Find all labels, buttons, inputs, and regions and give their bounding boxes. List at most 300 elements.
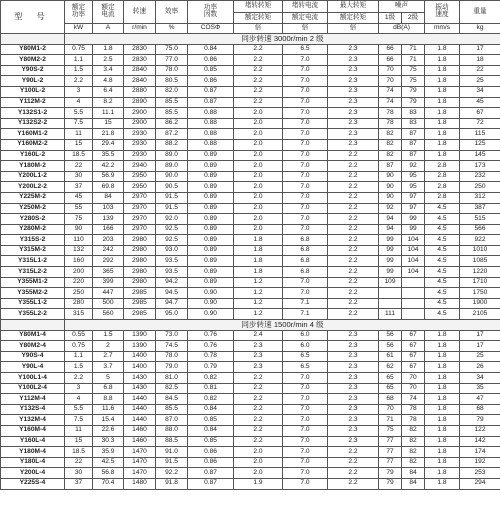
table-row [1, 118, 500, 129]
cell-weight: 68 [460, 404, 500, 415]
cell-weight: 1750 [460, 288, 500, 299]
cell-locked-current: 7.0 [283, 478, 328, 489]
cell-max-torque: 2.2 [328, 245, 379, 256]
cell-vibration: 4.5 [425, 214, 460, 225]
cell-current: 69.8 [93, 182, 124, 193]
cell-power-factor: 0.89 [188, 267, 234, 278]
cell-efficiency: 82.0 [156, 86, 188, 97]
cell-noise-1: 56 [379, 330, 402, 341]
cell-efficiency: 92.2 [156, 468, 188, 479]
cell-current: 3.7 [93, 362, 124, 373]
cell-max-torque: 2.2 [328, 182, 379, 193]
cell-noise-1: 70 [379, 76, 402, 87]
cell-noise-1: 66 [379, 55, 402, 66]
cell-locked-torque: 1.8 [234, 235, 283, 246]
cell-weight: 34 [460, 373, 500, 384]
cell-current: 6.4 [93, 86, 124, 97]
cell-noise-1: 61 [379, 351, 402, 362]
cell-weight: 47 [460, 394, 500, 405]
cell-power: 15 [65, 139, 93, 150]
cell-power-factor: 0.88 [188, 139, 234, 150]
cell-vibration: 4.5 [425, 277, 460, 288]
cell-noise-1 [379, 298, 402, 309]
cell-locked-current: 7.1 [283, 298, 328, 309]
cell-noise-1: 99 [379, 245, 402, 256]
table-row [1, 309, 500, 320]
cell-noise-1: 68 [379, 394, 402, 405]
cell-locked-current: 7.0 [283, 129, 328, 140]
cell-noise-1: 74 [379, 86, 402, 97]
cell-power: 250 [65, 288, 93, 299]
col-noise-header: 噪声 [379, 1, 425, 13]
cell-efficiency: 77.0 [156, 55, 188, 66]
cell-power: 2.2 [65, 373, 93, 384]
cell-model: Y100L-2 [1, 86, 65, 97]
cell-current: 4.8 [93, 76, 124, 87]
cell-speed: 2970 [124, 192, 156, 203]
cell-noise-1: 79 [379, 478, 402, 489]
cell-vibration: 1.8 [425, 55, 460, 66]
cell-noise-1: 78 [379, 118, 402, 129]
cell-model: Y160M1-2 [1, 129, 65, 140]
cell-noise-2: 82 [402, 457, 425, 468]
cell-speed: 1390 [124, 330, 156, 341]
cell-vibration: 1.8 [425, 447, 460, 458]
cell-power-factor: 0.79 [188, 362, 234, 373]
cell-locked-current: 7.0 [283, 373, 328, 384]
table-row [1, 235, 500, 246]
cell-noise-1: 109 [379, 277, 402, 288]
cell-vibration: 1.8 [425, 415, 460, 426]
cell-current: 560 [93, 309, 124, 320]
cell-locked-torque: 2.3 [234, 341, 283, 352]
cell-model: Y132S2-2 [1, 118, 65, 129]
cell-vibration: 1.8 [425, 76, 460, 87]
cell-locked-current: 7.0 [283, 415, 328, 426]
cell-model: Y160M2-2 [1, 139, 65, 150]
cell-noise-2 [402, 277, 425, 288]
cell-max-torque: 2.3 [328, 118, 379, 129]
table-row [1, 330, 500, 341]
table-row [1, 383, 500, 394]
cell-noise-2: 71 [402, 44, 425, 55]
cell-power-factor: 0.85 [188, 415, 234, 426]
col-rated-torque-sub-2: 额定转矩 [328, 13, 379, 24]
cell-locked-current: 7.0 [283, 86, 328, 97]
cell-model: Y132M-4 [1, 415, 65, 426]
cell-vibration: 1.8 [425, 373, 460, 384]
cell-noise-1: 90 [379, 192, 402, 203]
col-current-header: 额定 电流 [93, 1, 124, 24]
cell-vibration: 1.8 [425, 394, 460, 405]
cell-power-factor: 0.89 [188, 150, 234, 161]
cell-current: 447 [93, 288, 124, 299]
cell-vibration: 1.8 [425, 362, 460, 373]
cell-model: Y160L-2 [1, 150, 65, 161]
cell-speed: 1400 [124, 362, 156, 373]
cell-max-torque: 2.3 [328, 415, 379, 426]
cell-power-factor: 0.76 [188, 341, 234, 352]
cell-speed: 2880 [124, 86, 156, 97]
unit-times: 倍 [234, 24, 283, 34]
cell-power: 75 [65, 214, 93, 225]
cell-locked-torque: 2.2 [234, 415, 283, 426]
table-row [1, 224, 500, 235]
cell-power: 132 [65, 245, 93, 256]
cell-vibration: 1.8 [425, 150, 460, 161]
cell-efficiency: 90.0 [156, 171, 188, 182]
cell-power: 3 [65, 383, 93, 394]
table-row [1, 76, 500, 87]
cell-locked-current: 7.0 [283, 161, 328, 172]
cell-vibration: 4.5 [425, 298, 460, 309]
cell-power-factor: 0.89 [188, 235, 234, 246]
table-row [1, 150, 500, 161]
cell-power: 4 [65, 394, 93, 405]
cell-current: 2.5 [93, 55, 124, 66]
cell-weight: 17 [460, 330, 500, 341]
cell-speed: 1440 [124, 404, 156, 415]
cell-vibration: 1.8 [425, 44, 460, 55]
cell-max-torque: 2.2 [328, 171, 379, 182]
cell-vibration: 4.5 [425, 224, 460, 235]
cell-power-factor: 0.89 [188, 277, 234, 288]
cell-max-torque: 2.2 [328, 447, 379, 458]
cell-power-factor: 0.89 [188, 161, 234, 172]
cell-locked-current: 7.0 [283, 468, 328, 479]
col-model-header: 型 号 [1, 1, 65, 34]
cell-current: 22.6 [93, 425, 124, 436]
cell-model: Y80M2-2 [1, 55, 65, 66]
cell-noise-2: 84 [402, 478, 425, 489]
cell-locked-torque: 2.0 [234, 129, 283, 140]
cell-max-torque: 2.3 [328, 373, 379, 384]
cell-efficiency: 87.0 [156, 415, 188, 426]
cell-weight: 232 [460, 171, 500, 182]
cell-current: 70.4 [93, 478, 124, 489]
cell-speed: 2930 [124, 139, 156, 150]
cell-locked-current: 7.0 [283, 171, 328, 182]
cell-power: 4 [65, 97, 93, 108]
cell-max-torque: 2.3 [328, 383, 379, 394]
cell-noise-1: 65 [379, 373, 402, 384]
cell-vibration: 4.5 [425, 288, 460, 299]
cell-model: Y160M-4 [1, 425, 65, 436]
unit-rmin: r/min [124, 24, 156, 34]
cell-max-torque: 2.3 [328, 330, 379, 341]
cell-model: Y100L1-4 [1, 373, 65, 384]
cell-locked-current: 7.0 [283, 97, 328, 108]
cell-current: 500 [93, 298, 124, 309]
cell-locked-current: 7.0 [283, 182, 328, 193]
cell-max-torque: 2.3 [328, 139, 379, 150]
cell-locked-current: 7.0 [283, 118, 328, 129]
cell-power-factor: 0.87 [188, 97, 234, 108]
cell-locked-torque: 2.0 [234, 118, 283, 129]
cell-weight: 1085 [460, 256, 500, 267]
cell-model: Y225M-2 [1, 192, 65, 203]
cell-efficiency: 85.5 [156, 404, 188, 415]
cell-efficiency: 95.0 [156, 309, 188, 320]
cell-weight: 34 [460, 86, 500, 97]
cell-max-torque: 2.3 [328, 55, 379, 66]
cell-weight: 18 [460, 55, 500, 66]
cell-locked-current: 7.0 [283, 383, 328, 394]
cell-locked-torque: 2.2 [234, 86, 283, 97]
cell-vibration: 4.5 [425, 203, 460, 214]
cell-noise-1: 94 [379, 214, 402, 225]
cell-model: Y132S1-2 [1, 108, 65, 119]
cell-model: Y200L-4 [1, 468, 65, 479]
cell-efficiency: 89.0 [156, 150, 188, 161]
cell-weight: 67 [460, 108, 500, 119]
cell-noise-1: 87 [379, 161, 402, 172]
cell-model: Y280S-2 [1, 214, 65, 225]
cell-power: 1.1 [65, 351, 93, 362]
cell-current: 5 [93, 373, 124, 384]
cell-power: 22 [65, 161, 93, 172]
cell-max-torque: 2.3 [328, 425, 379, 436]
cell-current: 1.5 [93, 330, 124, 341]
cell-efficiency: 80.5 [156, 76, 188, 87]
cell-vibration: 1.8 [425, 65, 460, 76]
cell-max-torque: 2.2 [328, 203, 379, 214]
cell-weight: 35 [460, 383, 500, 394]
cell-max-torque: 2.3 [328, 76, 379, 87]
cell-efficiency: 85.5 [156, 108, 188, 119]
cell-current: 11.6 [93, 404, 124, 415]
cell-max-torque: 2.3 [328, 65, 379, 76]
cell-noise-2: 87 [402, 139, 425, 150]
cell-locked-torque: 2.0 [234, 224, 283, 235]
cell-model: Y280M-2 [1, 224, 65, 235]
cell-model: Y315S-2 [1, 235, 65, 246]
cell-vibration: 1.8 [425, 108, 460, 119]
cell-max-torque: 2.3 [328, 97, 379, 108]
table-row [1, 55, 500, 66]
cell-efficiency: 82.5 [156, 383, 188, 394]
cell-noise-1: 99 [379, 235, 402, 246]
cell-locked-torque: 2.2 [234, 436, 283, 447]
cell-power-factor: 0.89 [188, 224, 234, 235]
cell-speed: 2980 [124, 235, 156, 246]
cell-vibration: 1.8 [425, 436, 460, 447]
cell-noise-1: 78 [379, 108, 402, 119]
cell-power-factor: 0.89 [188, 256, 234, 267]
cell-noise-1: 79 [379, 468, 402, 479]
table-row [1, 404, 500, 415]
cell-max-torque: 2.3 [328, 129, 379, 140]
cell-vibration: 1.8 [425, 457, 460, 468]
cell-max-torque: 2.2 [328, 309, 379, 320]
cell-vibration: 1.8 [425, 97, 460, 108]
cell-locked-current: 7.0 [283, 457, 328, 468]
cell-power: 3 [65, 86, 93, 97]
cell-efficiency: 91.5 [156, 203, 188, 214]
table-row [1, 256, 500, 267]
cell-weight: 1710 [460, 277, 500, 288]
cell-model: Y112M-4 [1, 394, 65, 405]
cell-power-factor: 0.87 [188, 478, 234, 489]
cell-noise-1: 90 [379, 182, 402, 193]
cell-locked-torque: 2.0 [234, 150, 283, 161]
cell-model: Y180M-2 [1, 161, 65, 172]
cell-current: 166 [93, 224, 124, 235]
cell-vibration: 1.8 [425, 468, 460, 479]
unit-a: A [93, 24, 124, 34]
cell-weight: 250 [460, 182, 500, 193]
cell-locked-torque: 2.2 [234, 383, 283, 394]
cell-vibration: 1.8 [425, 118, 460, 129]
cell-max-torque: 2.3 [328, 86, 379, 97]
cell-efficiency: 78.0 [156, 65, 188, 76]
cell-locked-torque: 2.3 [234, 351, 283, 362]
cell-power: 315 [65, 309, 93, 320]
cell-current: 2 [93, 341, 124, 352]
cell-locked-current: 7.0 [283, 192, 328, 203]
cell-max-torque: 2.2 [328, 192, 379, 203]
cell-weight: 142 [460, 436, 500, 447]
cell-locked-torque: 1.2 [234, 309, 283, 320]
cell-power: 0.75 [65, 341, 93, 352]
cell-weight: 145 [460, 150, 500, 161]
cell-locked-current: 7.0 [283, 65, 328, 76]
cell-speed: 2980 [124, 267, 156, 278]
cell-efficiency: 91.5 [156, 192, 188, 203]
cell-noise-2: 87 [402, 150, 425, 161]
cell-noise-2: 67 [402, 341, 425, 352]
col-efficiency-header: 效率 [156, 1, 188, 24]
cell-weight: 17 [460, 44, 500, 55]
cell-max-torque: 2.2 [328, 224, 379, 235]
cell-vibration: 1.8 [425, 139, 460, 150]
cell-weight: 125 [460, 139, 500, 150]
cell-efficiency: 75.0 [156, 44, 188, 55]
cell-current: 11.1 [93, 108, 124, 119]
cell-noise-2 [402, 309, 425, 320]
table-row [1, 192, 500, 203]
cell-speed: 2980 [124, 277, 156, 288]
cell-speed: 2980 [124, 256, 156, 267]
cell-speed: 1470 [124, 457, 156, 468]
cell-efficiency: 93.0 [156, 245, 188, 256]
cell-model: Y315M-2 [1, 245, 65, 256]
cell-speed: 1440 [124, 415, 156, 426]
cell-max-torque: 2.2 [328, 150, 379, 161]
cell-speed: 2950 [124, 171, 156, 182]
cell-vibration: 4.5 [425, 267, 460, 278]
cell-current: 139 [93, 214, 124, 225]
cell-power: 2.2 [65, 76, 93, 87]
cell-model: Y132S-4 [1, 404, 65, 415]
cell-max-torque: 2.3 [328, 44, 379, 55]
cell-current: 56.8 [93, 468, 124, 479]
cell-noise-2: 92 [402, 161, 425, 172]
cell-current: 35.5 [93, 150, 124, 161]
cell-power-factor: 0.87 [188, 468, 234, 479]
cell-power: 15 [65, 436, 93, 447]
unit-percent: % [156, 24, 188, 34]
cell-current: 15 [93, 118, 124, 129]
speed-section-label: 同步转速 1500r/min 4 级 [65, 320, 500, 331]
cell-vibration: 2.8 [425, 182, 460, 193]
cell-speed: 2900 [124, 118, 156, 129]
cell-current: 2.7 [93, 351, 124, 362]
cell-locked-torque: 2.0 [234, 203, 283, 214]
cell-power: 55 [65, 203, 93, 214]
cell-locked-current: 6.0 [283, 341, 328, 352]
cell-locked-torque: 2.0 [234, 214, 283, 225]
table-row [1, 362, 500, 373]
cell-locked-current: 7.0 [283, 447, 328, 458]
cell-power: 11 [65, 129, 93, 140]
col-noise-level2: 2级 [402, 13, 425, 24]
cell-power-factor: 0.90 [188, 309, 234, 320]
cell-current: 30.3 [93, 436, 124, 447]
col-noise-level1: 1级 [379, 13, 402, 24]
cell-noise-2: 83 [402, 118, 425, 129]
cell-power-factor: 0.89 [188, 192, 234, 203]
cell-efficiency: 86.2 [156, 118, 188, 129]
cell-speed: 2950 [124, 182, 156, 193]
cell-locked-current: 7.0 [283, 76, 328, 87]
cell-noise-1: 70 [379, 65, 402, 76]
cell-power: 200 [65, 267, 93, 278]
cell-noise-2: 75 [402, 76, 425, 87]
cell-model: Y100L2-4 [1, 383, 65, 394]
cell-power: 0.75 [65, 44, 93, 55]
cell-locked-torque: 2.0 [234, 161, 283, 172]
cell-speed: 1470 [124, 468, 156, 479]
cell-noise-2: 97 [402, 192, 425, 203]
cell-vibration: 1.8 [425, 86, 460, 97]
cell-power: 1.1 [65, 55, 93, 66]
cell-locked-torque: 2.0 [234, 139, 283, 150]
cell-vibration: 2.8 [425, 192, 460, 203]
cell-locked-torque: 2.2 [234, 65, 283, 76]
cell-locked-torque: 2.2 [234, 55, 283, 66]
cell-noise-1: 71 [379, 415, 402, 426]
cell-vibration: 4.5 [425, 235, 460, 246]
cell-speed: 2900 [124, 108, 156, 119]
cell-current: 35.9 [93, 447, 124, 458]
cell-speed: 2985 [124, 309, 156, 320]
cell-weight: 22 [460, 65, 500, 76]
cell-speed: 2970 [124, 214, 156, 225]
cell-locked-torque: 2.2 [234, 44, 283, 55]
cell-locked-current: 7.0 [283, 425, 328, 436]
cell-speed: 1430 [124, 383, 156, 394]
cell-weight: 515 [460, 214, 500, 225]
table-row [1, 171, 500, 182]
cell-speed: 2890 [124, 97, 156, 108]
cell-locked-current: 7.0 [283, 214, 328, 225]
cell-speed: 1470 [124, 447, 156, 458]
cell-current: 292 [93, 256, 124, 267]
cell-power-factor: 0.90 [188, 288, 234, 299]
cell-power: 5.5 [65, 404, 93, 415]
cell-max-torque: 2.3 [328, 362, 379, 373]
cell-max-torque: 2.3 [328, 404, 379, 415]
cell-noise-2: 97 [402, 203, 425, 214]
table-row [1, 351, 500, 362]
cell-efficiency: 94.7 [156, 298, 188, 309]
cell-noise-2: 67 [402, 330, 425, 341]
cell-noise-2: 104 [402, 235, 425, 246]
cell-noise-2: 104 [402, 267, 425, 278]
cell-vibration: 1.8 [425, 129, 460, 140]
cell-power: 30 [65, 468, 93, 479]
